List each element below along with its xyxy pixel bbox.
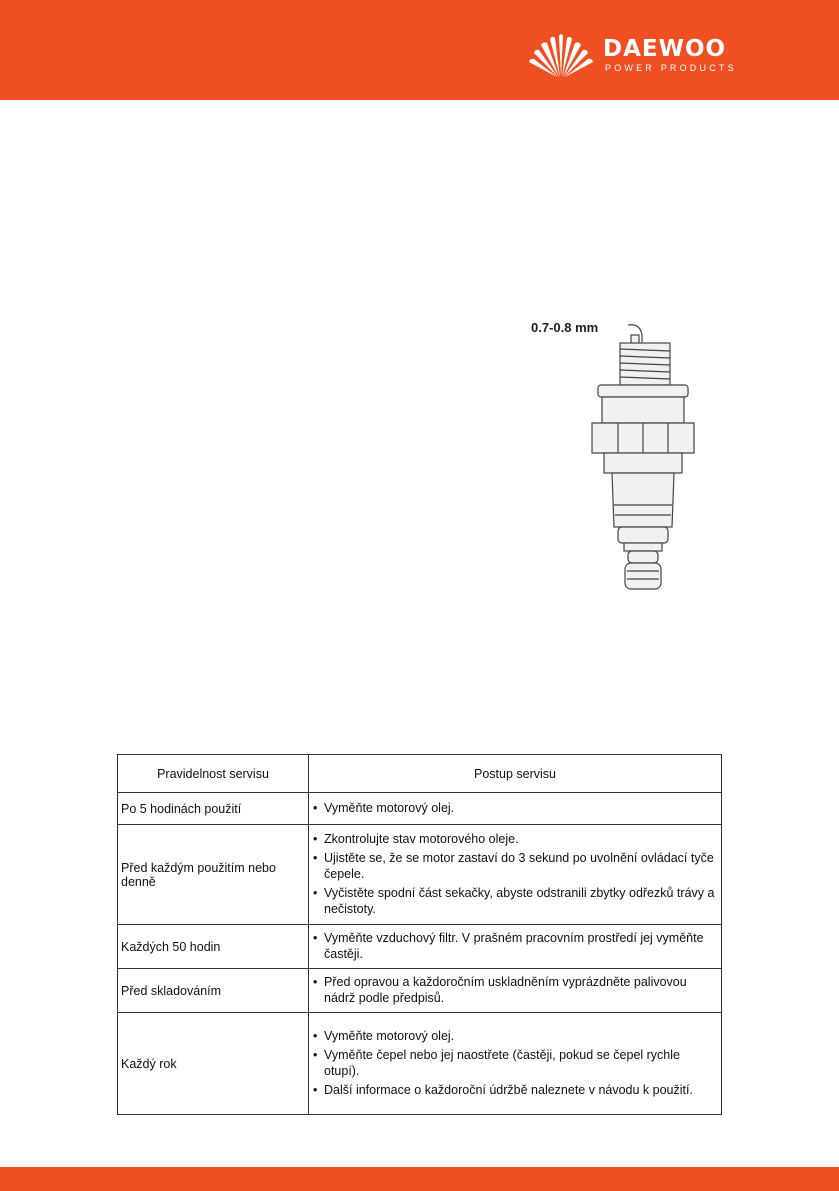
table-header-row	[118, 755, 722, 793]
table-row	[118, 925, 722, 969]
procedure-cell	[309, 825, 722, 925]
header-bar	[0, 0, 839, 100]
step-item: • Zkontrolujte stav motorového oleje.	[313, 831, 717, 847]
table-row	[118, 969, 722, 1013]
daewoo-logo	[526, 30, 756, 80]
procedure-cell	[309, 793, 722, 825]
gap-label: 0.7-0.8 mm	[531, 320, 599, 335]
table-row	[118, 793, 722, 825]
frequency-cell: Po 5 hodinách použití	[118, 793, 309, 825]
step-item: • Vyměňte čepel nebo jej naostřete (častěji, pokud se čepel rychle otupí).	[313, 1047, 717, 1079]
procedure-cell	[309, 925, 722, 969]
step-item: • Ujistěte se, že se motor zastaví do 3 sekund po uvolnění ovládací tyče čepele.	[313, 850, 717, 882]
frequency-cell: Každý rok	[118, 1013, 309, 1115]
footer-bar	[0, 1167, 839, 1191]
table-row	[118, 825, 722, 925]
header-procedure: Postup servisu	[309, 755, 722, 793]
procedure-cell	[309, 1013, 722, 1115]
procedure-cell	[309, 969, 722, 1013]
header-frequency: Pravidelnost servisu	[118, 755, 309, 793]
maintenance-schedule-table	[117, 754, 722, 1115]
step-item: • Vyměňte motorový olej.	[313, 800, 717, 816]
table-row	[118, 1013, 722, 1115]
step-item: • Další informace o každoroční údržbě naleznete v návodu k použití.	[313, 1082, 717, 1098]
frequency-cell: Před skladováním	[118, 969, 309, 1013]
frequency-cell: Každých 50 hodin	[118, 925, 309, 969]
step-item: • Vyměňte motorový olej.	[313, 1028, 717, 1044]
step-item: • Vyměňte vzduchový filtr. V prašném pracovním prostředí jej vyměňte častěji.	[313, 930, 717, 962]
step-item: • Vyčistěte spodní část sekačky, abyste odstranili zbytky odřezků trávy a nečistoty.	[313, 885, 717, 917]
brand-name: DAEWOO	[603, 36, 727, 62]
fan-logo-icon	[526, 30, 596, 78]
brand-subtitle: POWER PRODUCTS	[605, 63, 737, 73]
spark-plug-illustration	[528, 305, 698, 597]
step-item: • Před opravou a každoročním uskladněním vyprázdněte palivovou nádrž podle předpisů.	[313, 974, 717, 1006]
frequency-cell: Před každým použitím nebo denně	[118, 825, 309, 925]
